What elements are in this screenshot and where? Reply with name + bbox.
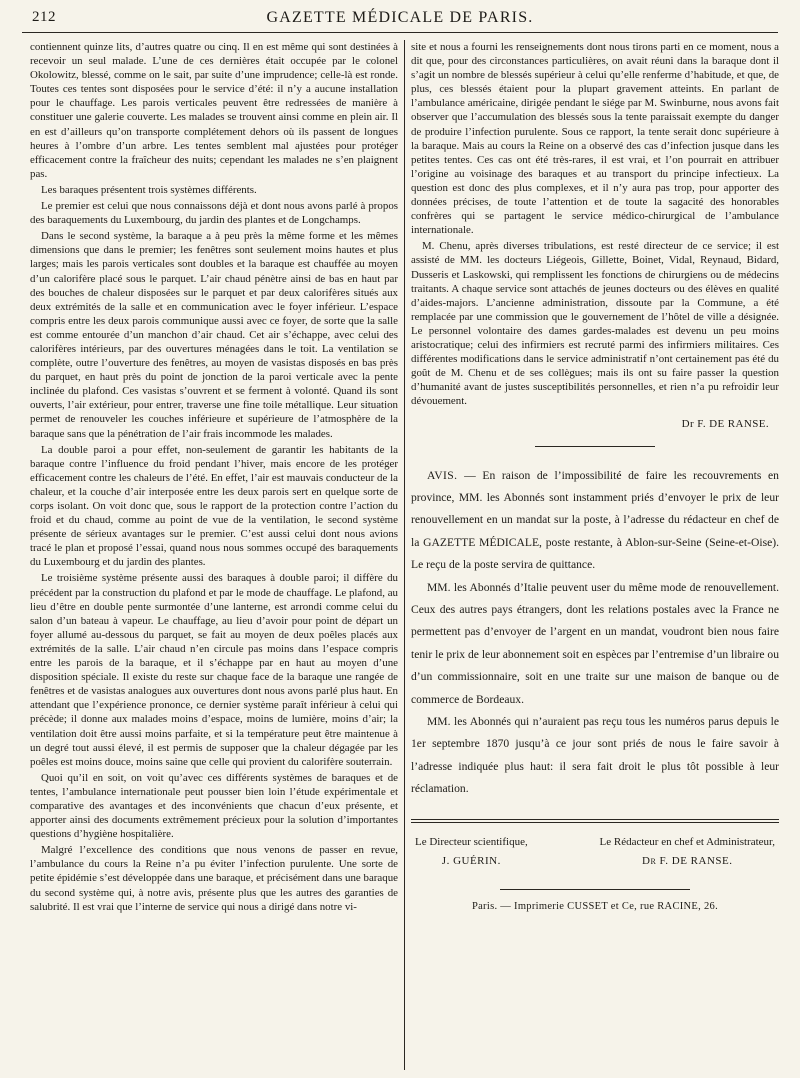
page-header	[22, 8, 778, 33]
editorial-credits	[411, 833, 779, 871]
director-name: J. GUÉRIN.	[441, 854, 501, 867]
paragraph: Quoi qu’il en soit, on voit qu’avec ces différents systèmes de baraques et de tentes, l’ambulance internationale peut pousser bien loin l’étude expérimentale et comparative des avantages et des inconvénients que chacun d’eux présente, et apporter ainsi des documents extrêmement précieux pour la solution d’importantes questions d’hygiène hospitalière.	[30, 771, 398, 841]
notice-lead: AVIS.	[427, 468, 458, 482]
notice-paragraph	[411, 465, 779, 577]
page-number: 212	[32, 9, 56, 25]
subscription-notice	[411, 465, 779, 801]
editor-role: Le Rédacteur en chef et Administrateur,	[599, 835, 775, 848]
notice-paragraph: MM. les Abonnés d’Italie peuvent user du même mode de renouvellement. Ceux des autres pays étrangers, dont les relations postales avec la France ne permettent pas d’envoyer de l’argent en un mandat, voudront bien nous faire tenir le prix de leur abonnement soit en espèces par l’entremise d’un libraire ou d’un commissionnaire, soit en une traite sur une maison de banque ou de commerce de Bordeaux.	[411, 580, 779, 706]
double-divider	[411, 819, 779, 823]
notice-text: — En raison de l’impossibilité de faire les recouvrements en province, MM. les Abonnés sont instamment priés d’envoyer le prix de leur renouvellement en un mandat sur la poste, à l’adresse du rédacteur en chef de la GAZETTE MÉDICALE, poste restante, à Ablon-sur-Seine (Seine-et-Oise). Le reçu de la poste servira de quittance.	[411, 468, 779, 572]
paragraph: Le premier est celui que nous connaissons déjà et dont nous avons parlé à propos des baraquements du Luxembourg, du jardin des plantes et de Longchamps.	[30, 200, 398, 227]
left-column	[30, 40, 398, 1072]
paragraph: Les baraques présentent trois systèmes différents.	[41, 183, 257, 196]
section-divider	[535, 446, 655, 447]
article-signature: Dr F. DE RANSE.	[681, 418, 769, 431]
director-credit	[415, 833, 528, 871]
editor-name: Dr F. DE RANSE.	[642, 854, 733, 867]
paragraph: Dans le second système, la baraque a à peu près la même forme et les mêmes dimensions que dans le premier; les fenêtres sont seulement moins hautes et plus larges; mais les parois verticales sont doubles et la baraque est chauffée au moyen d’un calorifère placé sous le parquet. L’air chaud pénètre ainsi de bas en haut par des bouches de chaleur disposées sur le parquet et par deux calorifères situés aux deux extrémités de la salle et en communication avec le foyer inférieur. L’espace compris entre les deux parois communique aussi avec ce foyer, de sorte que la salle est comme entourée d’un manchon d’air chaud. Cet air s’échappe, avec celui des calorifères intérieurs, par des ouvertures ménagées dans le toit. La ventilation se complète, outre l’ouverture des fenêtres, au moyen de vasistas disposés en bas près du parquet, en haut près du point de jonction de la paroi verticale avec la pente inclinée du plafond. Ces vasistas s’ouvrent et se ferment à volonté. Quand ils sont ouverts, l’air extérieur, pour entrer, traverse une fine toile métallique. Leur situation permet de renouveler les couches inférieure et supérieure de l’atmosphère de la baraque sans que la pénétration de l’air frais incommode les malades.	[30, 230, 398, 440]
paragraph: site et nous a fourni les renseignements dont nous tirons parti en ce moment, nous a dit que, pour des circonstances particulières, on avait réuni dans la baraque dont il s’agit un nombre de blessés supérieur à celui qu’elle renferme d’habitude, et que, de plus, ces blessés étaient pour la plupart gravement atteints. En parlant de l’ambulance américaine, dirigée pendant le siége par M. Swinburne, nous avons fait observer que l’accumulation des blessés sous la tente paraissait exempte du danger de produire l’infection purulente. Sous ce rapport, la tente serait donc supérieure à la baraque. Mais au cours la Reine on a observé des cas d’infection jusque dans les petites tentes. Ces cas ont été très-rares, il est vrai, et l’on pourrait en attribuer l’origine au voisinage des baraques et au transport du principe infectieux. La question est donc des plus complexes, et il n’y aura pas trop, pour apporter des données précises, de toute l’attention et de toute la sagacité des honorables confrères qui se partagent le service médico-chirurgical de l’ambulance internationale.	[411, 41, 779, 237]
notice-paragraph: MM. les Abonnés qui n’auraient pas reçu tous les numéros parus depuis le 1er septembre 1870 jusqu’à ce jour sont priés de nous le faire savoir à l’adresse indiquée plus haut: il sera fait droit le plus tôt possible à leur réclamation.	[411, 715, 779, 796]
editor-credit	[600, 833, 775, 871]
paragraph: contiennent quinze lits, d’autres quatre ou cinq. Il en est même qui sont destinées à recevoir un seul malade. L’une de ces dernières était occupée par le colonel Okolowitz, blessé, comme on le sait, par suite d’une imprudence; celle-là est ronde. Toutes ces tentes sont disposées pour le service d’été: il n’y a aucune installation pour le chauffage. Les parois verticales peuvent être redressées de manière à constituer une galerie couverte. Les malades se trouvent ainsi comme en plein air. Il en est d’ailleurs qu’on transporte complétement dehors où ils passent de longues heures à l’ombre d’un arbre. Les tentes semblent mal ajustées pour protéger efficacement contre la fraîcheur des nuits; cependant les malades ne s’en plaignent pas.	[30, 41, 398, 180]
paragraph: Malgré l’excellence des conditions que nous venons de passer en revue, l’ambulance du cours la Reine n’a pu éviter l’infection purulente. Une sorte de petite épidémie s’est développée dans une baraque, et précisément dans une baraque du second système qui, à notre avis, présente plus que les autres des garanties de salubrité. Il est vrai que l’interne de service qui nous a dirigé dans notre vi-	[30, 844, 398, 913]
printer-divider	[500, 889, 690, 890]
director-role: Le Directeur scientifique,	[415, 835, 528, 848]
printer-imprint: Paris. — Imprimerie CUSSET et Ce, rue RACINE, 26.	[471, 900, 719, 912]
paragraph: Le troisième système présente aussi des baraques à double paroi; il diffère du précédent par la construction du plafond et par le mode de chauffage. Le plafond, au lieu d’être en double pente surmontée d’une lanterne, est arrondi comme celui du salon d’un bateau à vapeur. Le chauffage, au lieu d’avoir pour point de départ un foyer allumé au-dessous du parquet, se fait au moyen de deux poêles placés aux extrémités de la salle. L’air chaud n’en circule pas moins dans l’espace compris entre les parois de la baraque, et il s’échappe par en haut au moyen d’une disposition spéciale. Il existe du reste sur chaque face de la baraque une rangée de fenêtres et de vasistas analogues aux ouvertures dont nous avons parlé plus haut. En attendant que l’expérience prononce, ce dernier système paraît inférieur à celui qui précède; il donne aux malades moins d’espace, moins de lumière, moins d’air; la ventilation doit être aussi moins parfaite, et si la température peut être maintenue à un degré tout aussi élevé, il est permis de supposer que la chaleur dégagée par les poêles est moins douce, moins saine que celle qui provient du calorifère souterrain.	[30, 572, 398, 768]
right-column	[411, 40, 779, 1072]
paragraph: La double paroi a pour effet, non-seulement de garantir les habitants de la baraque contre l’influence du froid pendant l’hiver, mais encore de les protéger efficacement contre les chaleurs de l’été. En effet, l’air est mauvais conducteur de la chaleur, et la couche d’air interposée entre les deux parois sert en quelque sorte de corps isolant. On voit donc que, sous le rapport de la protection contre l’action du froid et du chaud, comme au point de vue de la ventilation, le second système présente de sérieux avantages sur le premier. C’est aussi celui dont nous avions tracé le plan et proposé l’essai, quand nous nous sommes occupé des baraquements du Luxembourg et du jardin des plantes.	[30, 443, 398, 569]
column-divider	[404, 40, 405, 1070]
paragraph: M. Chenu, après diverses tribulations, est resté directeur de ce service; il est assisté de MM. les docteurs Liégeois, Gillette, Boinet, Vidal, Reynaud, Bidard, Dusseris et Laskowski, qui remplissent les fonctions de chirurgiens ou de médecins traitants. A chaque service sont attachés de jeunes docteurs ou des élèves en qualité d’aides-majors. L’ancienne administration, dissoute par la Commune, a été remplacée par une commission que le gouvernement de l’hôtel de ville a désignée. Le personnel volontaire des dames gardes-malades est devenu un peu moins aristocratique; celui des infirmiers est recruté parmi des infirmiers militaires. Ces différentes modifications dans le service administratif n’ont certainement pas été du goût de M. Chenu et de ses collègues; mais ils ont su faire passer la question d’humanité avant de justes susceptibilités personnelles, et rien n’a pu refroidir leur dévouement.	[411, 240, 779, 408]
journal-title: GAZETTE MÉDICALE DE PARIS.	[266, 9, 534, 26]
